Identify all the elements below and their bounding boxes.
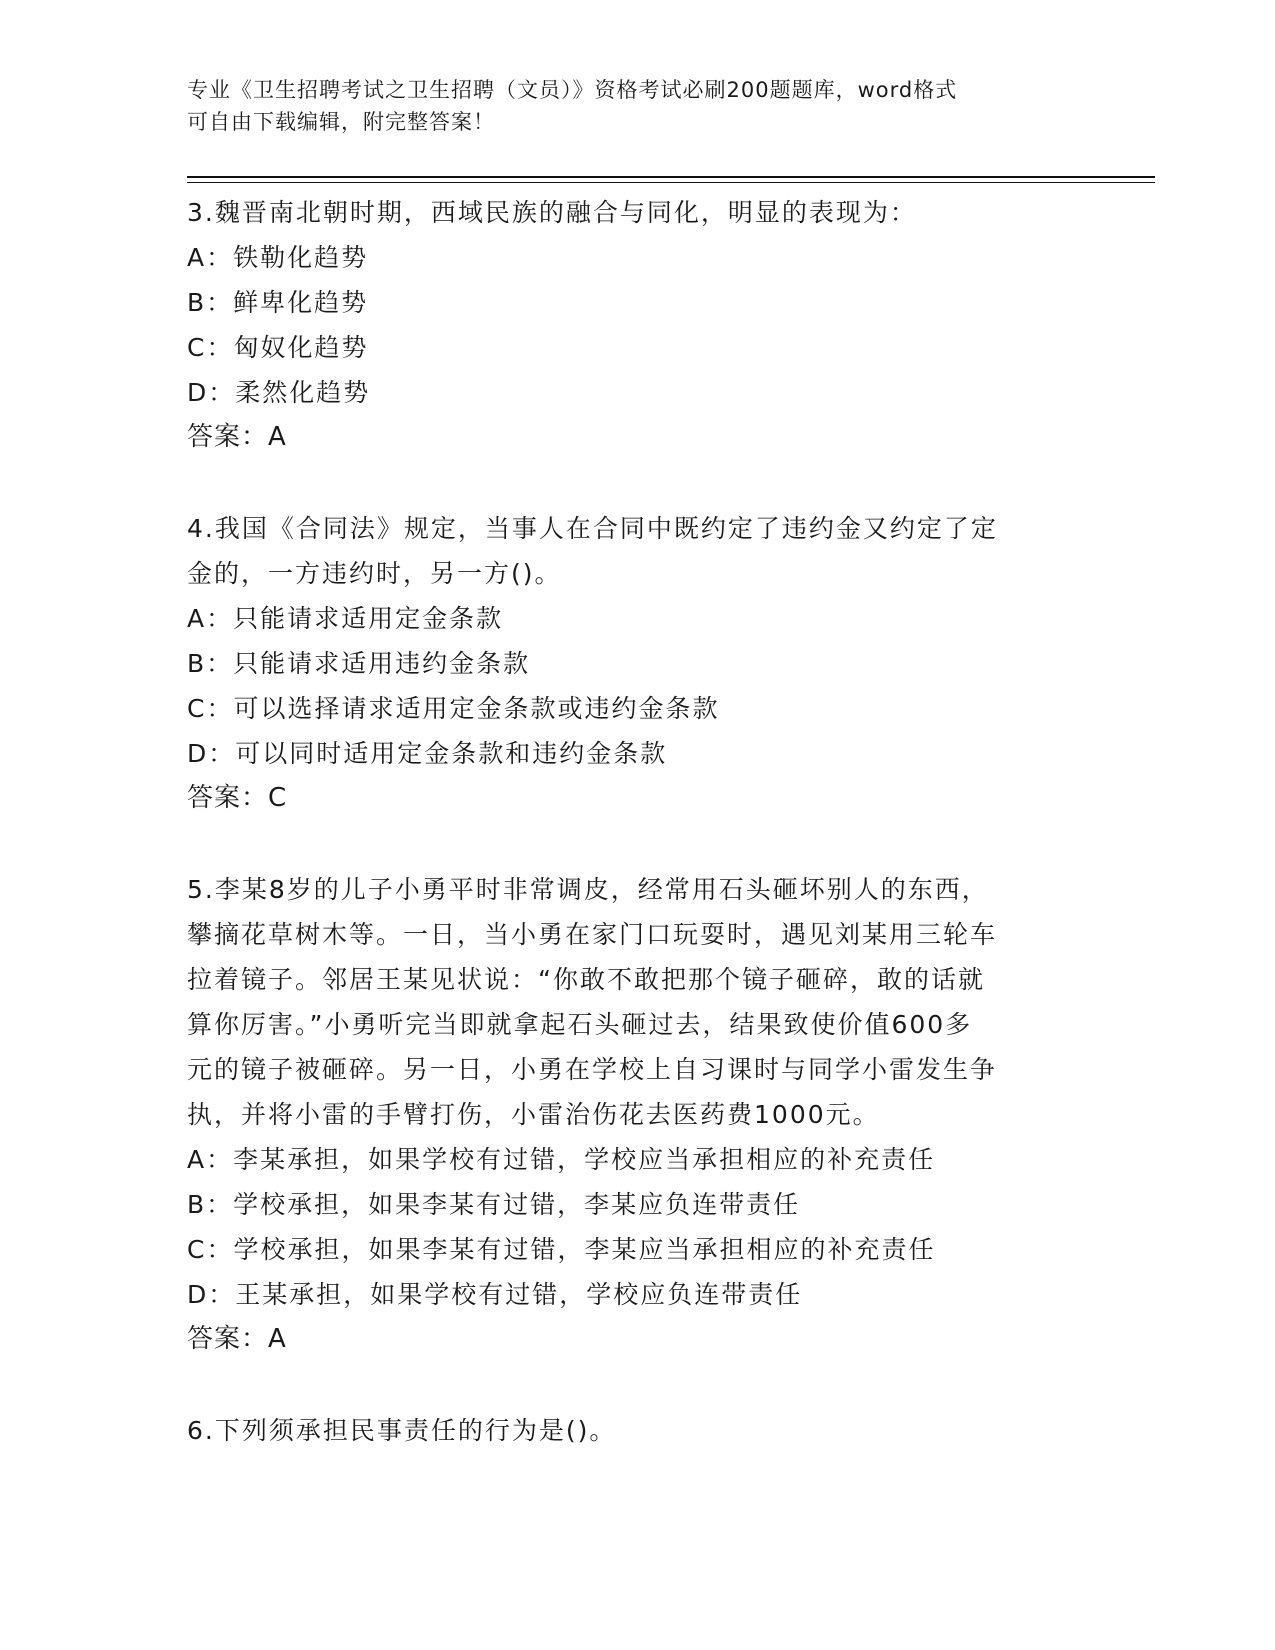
option-b: B：只能请求适用违约金条款: [187, 649, 531, 678]
question-stem: 3.魏晋南北朝时期，西域民族的融合与同化，明显的表现为：: [187, 198, 917, 227]
option-a: A：李某承担，如果学校有过错，学校应当承担相应的补充责任: [187, 1145, 936, 1174]
question-stem: 金的，一方违约时，另一方()。: [187, 559, 562, 588]
header-line-1: 专业《卫生招聘考试之卫生招聘（文员）》资格考试必刷200题题库，word格式: [187, 78, 958, 102]
question-stem: 攀摘花草树木等。一日，当小勇在家门口玩耍时，遇见刘某用三轮车: [187, 920, 998, 949]
answer-line: 答案：C: [187, 783, 288, 813]
question-stem: 5.李某8岁的儿子小勇平时非常调皮，经常用石头砸坏别人的东西，: [187, 875, 989, 904]
question-list: [187, 190, 1087, 1453]
question-6: [187, 1408, 1087, 1453]
question-4: [187, 506, 1087, 821]
question-stem: 元的镜子被砸碎。另一日，小勇在学校上自习课时与同学小雷发生争: [187, 1055, 998, 1084]
answer-line: 答案：A: [187, 1324, 287, 1354]
question-stem: 6.下列须承担民事责任的行为是()。: [187, 1416, 617, 1445]
header-divider-thick: [187, 176, 1155, 178]
option-a: A：铁勒化趋势: [187, 243, 369, 272]
option-c: C：学校承担，如果李某有过错，李某应当承担相应的补充责任: [187, 1235, 936, 1264]
option-c: C：可以选择请求适用定金条款或违约金条款: [187, 694, 720, 723]
question-stem: 算你厉害。”小勇听完当即就拿起石头砸过去，结果致使价值600多: [187, 1010, 973, 1039]
question-stem: 4.我国《合同法》规定，当事人在合同中既约定了违约金又约定了定: [187, 514, 998, 543]
question-5: [187, 867, 1087, 1362]
option-a: A：只能请求适用定金条款: [187, 604, 504, 633]
header-divider-thin: [187, 182, 1155, 183]
option-d: D：王某承担，如果学校有过错，学校应负连带责任: [187, 1280, 803, 1309]
option-d: D：柔然化趋势: [187, 378, 371, 407]
answer-line: 答案：A: [187, 422, 287, 452]
option-c: C：匈奴化趋势: [187, 333, 369, 362]
header-line-2: 可自由下载编辑，附完整答案！: [187, 110, 495, 134]
question-stem: 拉着镜子。邻居王某见状说：“你敢不敢把那个镜子砸碎，敢的话就: [187, 965, 985, 994]
question-3: [187, 190, 1087, 460]
option-b: B：鲜卑化趋势: [187, 288, 369, 317]
question-stem: 执，并将小雷的手臂打伤，小雷治伤花去医药费1000元。: [187, 1100, 880, 1129]
document-header: [187, 74, 1067, 138]
option-b: B：学校承担，如果李某有过错，李某应负连带责任: [187, 1190, 801, 1219]
option-d: D：可以同时适用定金条款和违约金条款: [187, 739, 668, 768]
